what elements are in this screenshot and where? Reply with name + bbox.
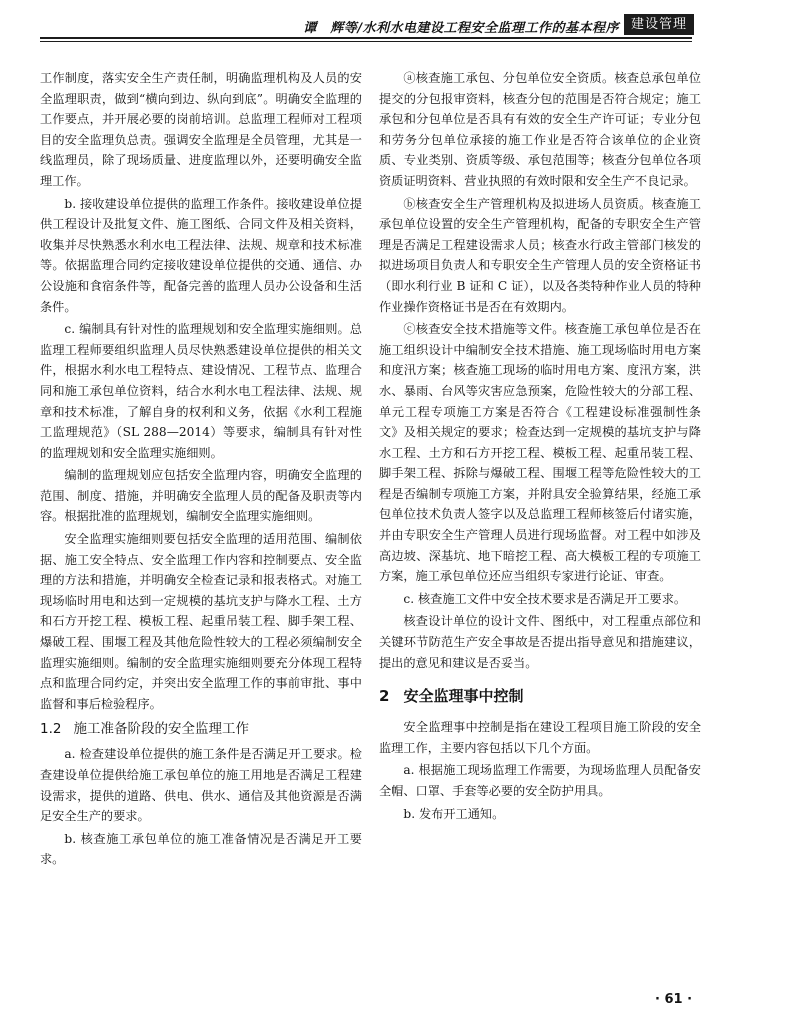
paragraph: a. 检查建设单位提供的施工条件是否满足开工要求。检查建设单位提供给施工承包单位的施工用地是否满足工程建设需求，提供的道路、供电、供水、通信及其他资源是否满足安全生产的要求。 — [40, 747, 362, 824]
paragraph: c. 编制具有针对性的监理规划和安全监理实施细则。总监理工程师要组织监理人员尽快熟悉建设单位提供的相关文件，根据水利水电工程特点、建设情况、工程节点、监理合同和施工承包单位资料，结合水利水电工程法律、法规、规章和技术标准，了解自身的权利和义务，依据《水利工程施工监理规范》（SL 288—2014）等要求，编制具有针对性的监理规划和安全监理实施细则。 — [40, 322, 362, 460]
paragraph: ⓐ核查施工承包、分包单位安全资质。核查总承包单位提交的分包报审资料，核查分包的范围是否符合规定；施工承包和分包单位是否具有有效的安全生产许可证；专业分包和劳务分包单位承接的施工作业是否符合该单位的企业资质、专业类别、资质等级、承包范围等；核查分包单位各项资质证明资料、营业执照的有效时限和安全生产不良记录。 — [379, 71, 701, 188]
paragraph: 工作制度，落实安全生产责任制，明确监理机构及人员的安全监理职责，做到“横向到边、纵向到底”。明确安全监理的工作要点，并开展必要的岗前培训。总监理工程师对工程项目的安全监理负总责。强调安全监理是全员管理，尤其是一线监理员，除了现场质量、进度监理以外，还要明确安全监理工作。 — [40, 71, 362, 188]
paragraph: ⓒ核查安全技术措施等文件。核查施工承包单位是否在施工组织设计中编制安全技术措施、施工现场临时用电方案和度汛方案；核查施工现场的临时用电方案、度汛方案，洪水、暴雨、台风等灾害应急预案，危险性较大的分部工程、单元工程专项施工方案是否符合《工程建设标准强制性条文》及相关规定的要求；检查达到一定规模的基坑支护与降水工程、土方和石方开挖工程、模板工程、起重吊装工程、脚手架工程、拆除与爆破工程、围堰工程等危险性较大的工程是否编制专项施工方案，并附具安全验算结果，经施工承包单位技术负责人签字以及总监理工程师核签后付诸实施，并由专职安全生产管理人员进行现场监督。对工程中如涉及高边坡、深基坑、地下暗挖工程、高大模板工程的专项施工方案，施工承包单位还应当组织专家进行论证、审查。 — [379, 322, 701, 584]
section-heading — [379, 685, 701, 707]
paragraph: a. 根据施工现场监理工作需要，为现场监理人员配备安全帽、口罩、手套等必要的安全防护用具。 — [379, 763, 701, 798]
subsection-number: 1.2 — [40, 721, 62, 738]
left-column — [40, 68, 362, 872]
section-title: 安全监理事中控制 — [403, 687, 524, 706]
running-title: 谭 辉等/水利水电建设工程安全监理工作的基本程序 — [303, 21, 619, 36]
paragraph: ⓑ核查安全生产管理机构及拟进场人员资质。核查施工承包单位设置的安全生产管理机构，配备的专职安全生产管理是否满足工程建设需求人员；核查水行政主管部门核发的拟进场项目负责人和专职安全生产管理人员的安全资格证书（即水利行业 B 证和 C 证），以及各类特种作业人员的特种作业操作资格证书是否在有效期内。 — [379, 196, 701, 314]
paragraph: b. 核查施工承包单位的施工准备情况是否满足开工要求。 — [40, 831, 362, 867]
paragraph: 安全监理事中控制是指在建设工程项目施工阶段的安全监理工作，主要内容包括以下几个方面。 — [379, 720, 701, 755]
paragraph: 核查设计单位的设计文件、图纸中，对工程重点部位和关键环节防范生产安全事故是否提出指导意见和措施建议，提出的意见和建议是否妥当。 — [379, 614, 701, 670]
paragraph: b. 发布开工通知。 — [403, 806, 505, 821]
header-rule-thick — [40, 37, 692, 39]
right-column — [379, 68, 701, 826]
paragraph: 安全监理实施细则要包括安全监理的适用范围、编制依据、施工安全特点、安全监理工作内容和控制要点、安全监理的方法和措施，并明确安全检查记录和报表格式。对施工现场临时用电和达到一定规模的基坑支护与降水工程、土方和石方开挖工程、模板工程、起重吊装工程、脚手架工程、爆破工程、围堰工程及其他危险性较大的工程必须编制安全监理实施细则。编制的安全监理实施细则要充分体现工程特点和监理合同约定，并突出安全监理工作的事前审批、事中监督和事后检验程序。 — [40, 532, 362, 711]
subsection-title: 施工准备阶段的安全监理工作 — [73, 721, 249, 738]
section-number: 2 — [379, 687, 390, 706]
subsection-heading — [40, 718, 362, 740]
page-header — [0, 0, 789, 40]
page-number: · 61 · — [655, 992, 693, 1007]
section-badge: 建设管理 — [624, 14, 694, 35]
paragraph: c. 核查施工文件中安全技术要求是否满足开工要求。 — [403, 591, 687, 606]
paragraph: 编制的监理规划应包括安全监理内容，明确安全监理的范围、制度、措施，并明确安全监理人员的配备及职责等内容。根据批准的监理规划，编制安全监理实施细则。 — [40, 468, 362, 524]
paragraph: b. 接收建设单位提供的监理工作条件。接收建设单位提供工程设计及批复文件、施工图纸、合同文件及相关资料，收集并尽快熟悉水利水电工程法律、法规、规章和技术标准等。依据监理合同约定接收建设单位提供的交通、通信、办公设施和食宿条件等，配备完善的监理人员办公设备和生活条件。 — [40, 196, 362, 314]
header-rule-thin — [40, 41, 692, 42]
